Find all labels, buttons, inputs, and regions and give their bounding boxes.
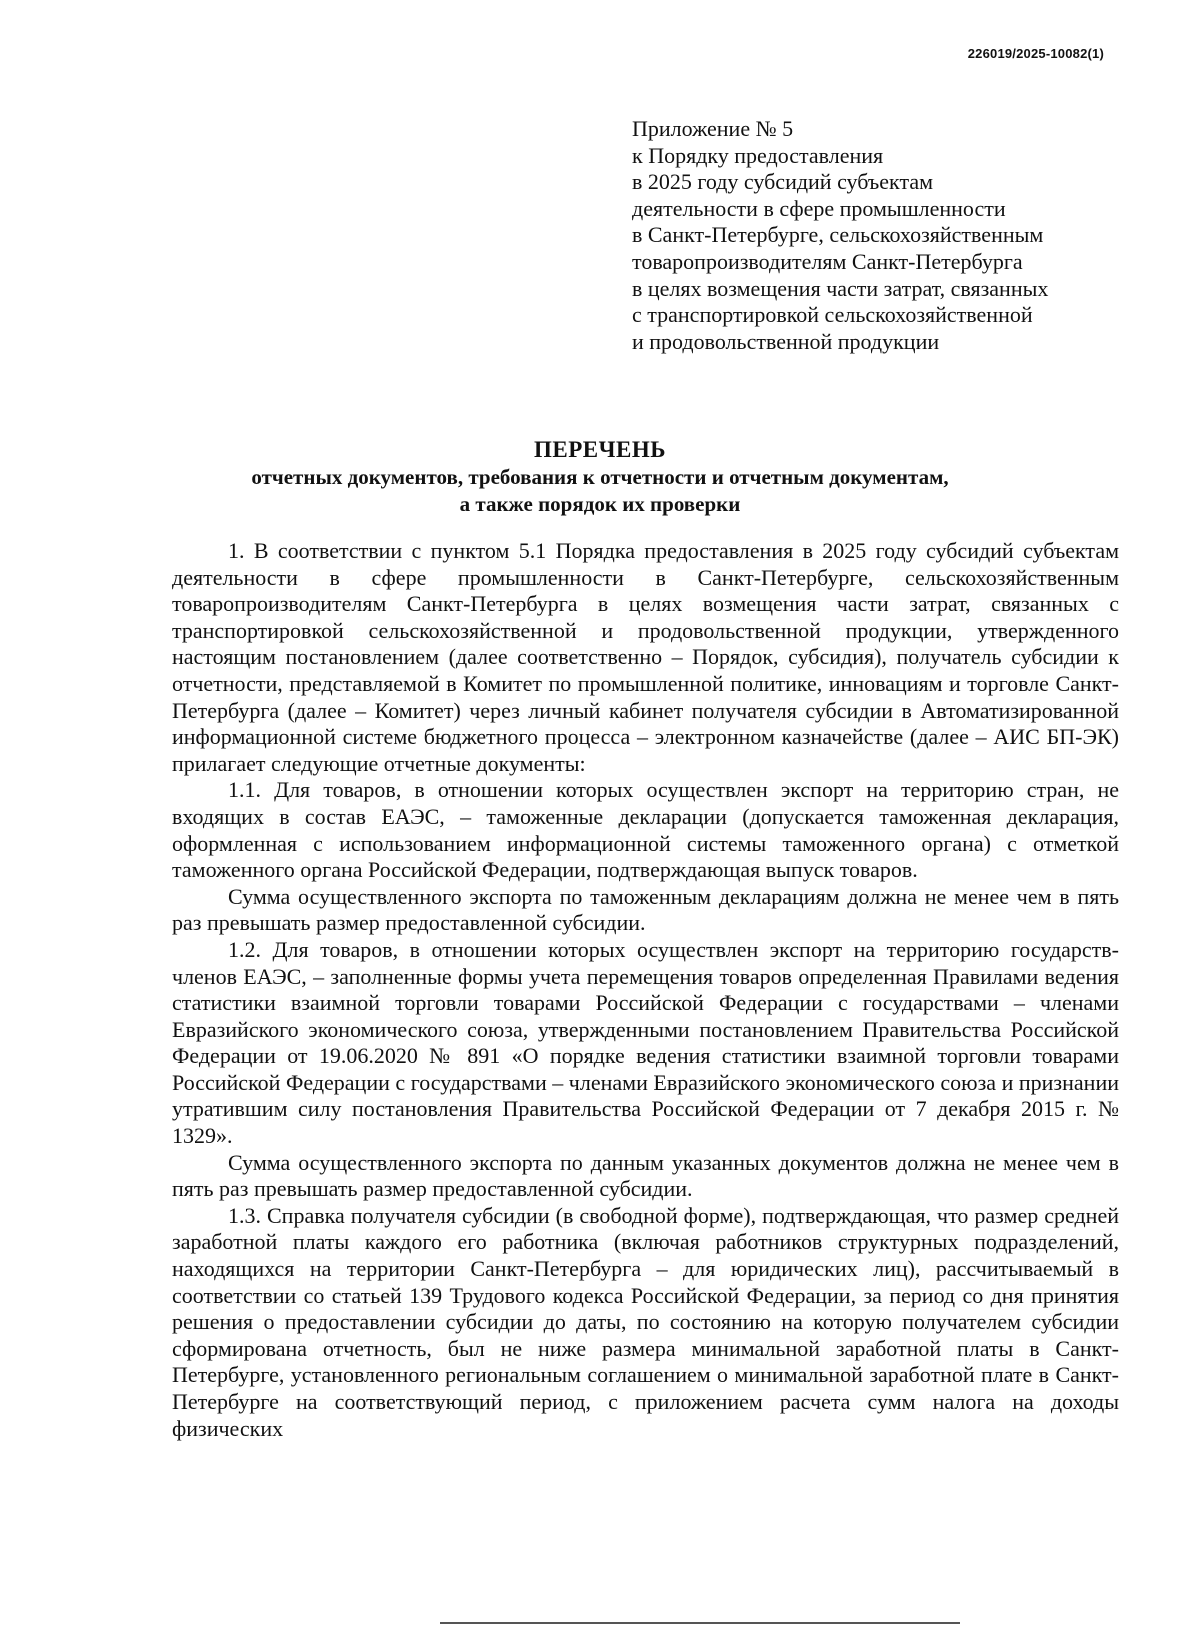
appendix-line: и продовольственной продукции bbox=[632, 328, 940, 354]
appendix-line: с транспортировкой сельскохозяйственной bbox=[632, 302, 1033, 328]
appendix-line: товаропроизводителям Санкт-Петербурга bbox=[632, 248, 1023, 274]
paragraph-section-1: 1. В соответствии с пунктом 5.1 Порядка предоставления в 2025 году субсидий субъектам деятельности в сфере промышленности в Санкт-Петербурге, сельскохозяйственным товаропроизводителям Санкт-Петербурга в целях возмещения части затрат, связанных с транспортировкой сельскохозяйственной и продовольственной продукции, утвержденного настоящим постановлением (далее соответственно – Порядок, субсидия), получатель субсидии к отчетности, представляемой в Комитет по промышленной политике, инновациям и торговле Санкт-Петербурга (далее – Комитет) через личный кабинет получателя субсидии в Автоматизированной информационной системе бюджетного процесса – электронном казначействе (далее – АИС БП-ЭК) прилагает следующие отчетные документы: bbox=[172, 538, 1119, 776]
appendix-line: к Порядку предоставления bbox=[632, 142, 884, 168]
appendix-header bbox=[632, 116, 1102, 355]
appendix-line: в целях возмещения части затрат, связанных bbox=[632, 275, 1049, 301]
title-heading: ПЕРЕЧЕНЬ bbox=[534, 437, 666, 462]
appendix-line: в Санкт-Петербурге, сельскохозяйственным bbox=[632, 222, 1044, 248]
document-title bbox=[100, 436, 1100, 518]
title-subheading-line-1: отчетных документов, требования к отчетности и отчетным документам, bbox=[251, 465, 949, 489]
paragraph-section-1-3: 1.3. Справка получателя субсидии (в свободной форме), подтверждающая, что размер средней заработной платы каждого его работника (включая работников структурных подразделений, находящихся на территории Санкт-Петербурга – для юридических лиц), рассчитываемый в соответствии со статьей 139 Трудового кодекса Российской Федерации, за период со дня принятия решения о предоставлении субсидии до даты, по состоянию на которую получателем субсидии сформирована отчетность, был не ниже размера минимальной заработной платы в Санкт-Петербурге, установленного региональным соглашением о минимальной заработной плате в Санкт-Петербурге на соответствующий период, с приложением расчета сумм налога на доходы физических bbox=[172, 1202, 1119, 1441]
appendix-line: Приложение № 5 bbox=[632, 116, 794, 141]
appendix-line: в 2025 году субсидий субъектам bbox=[632, 169, 934, 195]
title-subheading-line-2: а также порядок их проверки bbox=[459, 492, 741, 516]
document-body bbox=[172, 538, 1119, 1442]
paragraph-section-1-1: 1.1. Для товаров, в отношении которых осуществлен экспорт на территорию стран, не входящих в состав ЕАЭС, – таможенные декларации (допускается таможенная декларация, оформленная с использованием информационной системы таможенного органа) с отметкой таможенного органа Российской Федерации, подтверждающая выпуск товаров. bbox=[172, 777, 1119, 883]
bottom-scan-rule bbox=[440, 1622, 960, 1624]
document-registration-number: 226019/2025-10082(1) bbox=[967, 46, 1104, 61]
paragraph-export-sum-2: Сумма осуществленного экспорта по данным указанных документов должна не менее чем в пять раз превышать размер предоставленной субсидии. bbox=[172, 1149, 1119, 1202]
paragraph-export-sum-1: Сумма осуществленного экспорта по таможенным декларациям должна не менее чем в пять раз превышать размер предоставленной субсидии. bbox=[172, 883, 1119, 936]
paragraph-section-1-2: 1.2. Для товаров, в отношении которых осуществлен экспорт на территорию государств-членов ЕАЭС, – заполненные формы учета перемещения товаров определенная Правилами ведения статистики взаимной торговли товарами Российской Федерации с государствами – членами Евразийского экономического союза, утвержденными постановлением Правительства Российской Федерации от 19.06.2020 № 891 «О порядке ведения статистики взаимной торговли товарами Российской Федерации с государствами – членами Евразийского экономического союза и признании утратившим силу постановления Правительства Российской Федерации от 7 декабря 2015 г. № 1329». bbox=[172, 936, 1119, 1149]
appendix-line: деятельности в сфере промышленности bbox=[632, 195, 1006, 221]
